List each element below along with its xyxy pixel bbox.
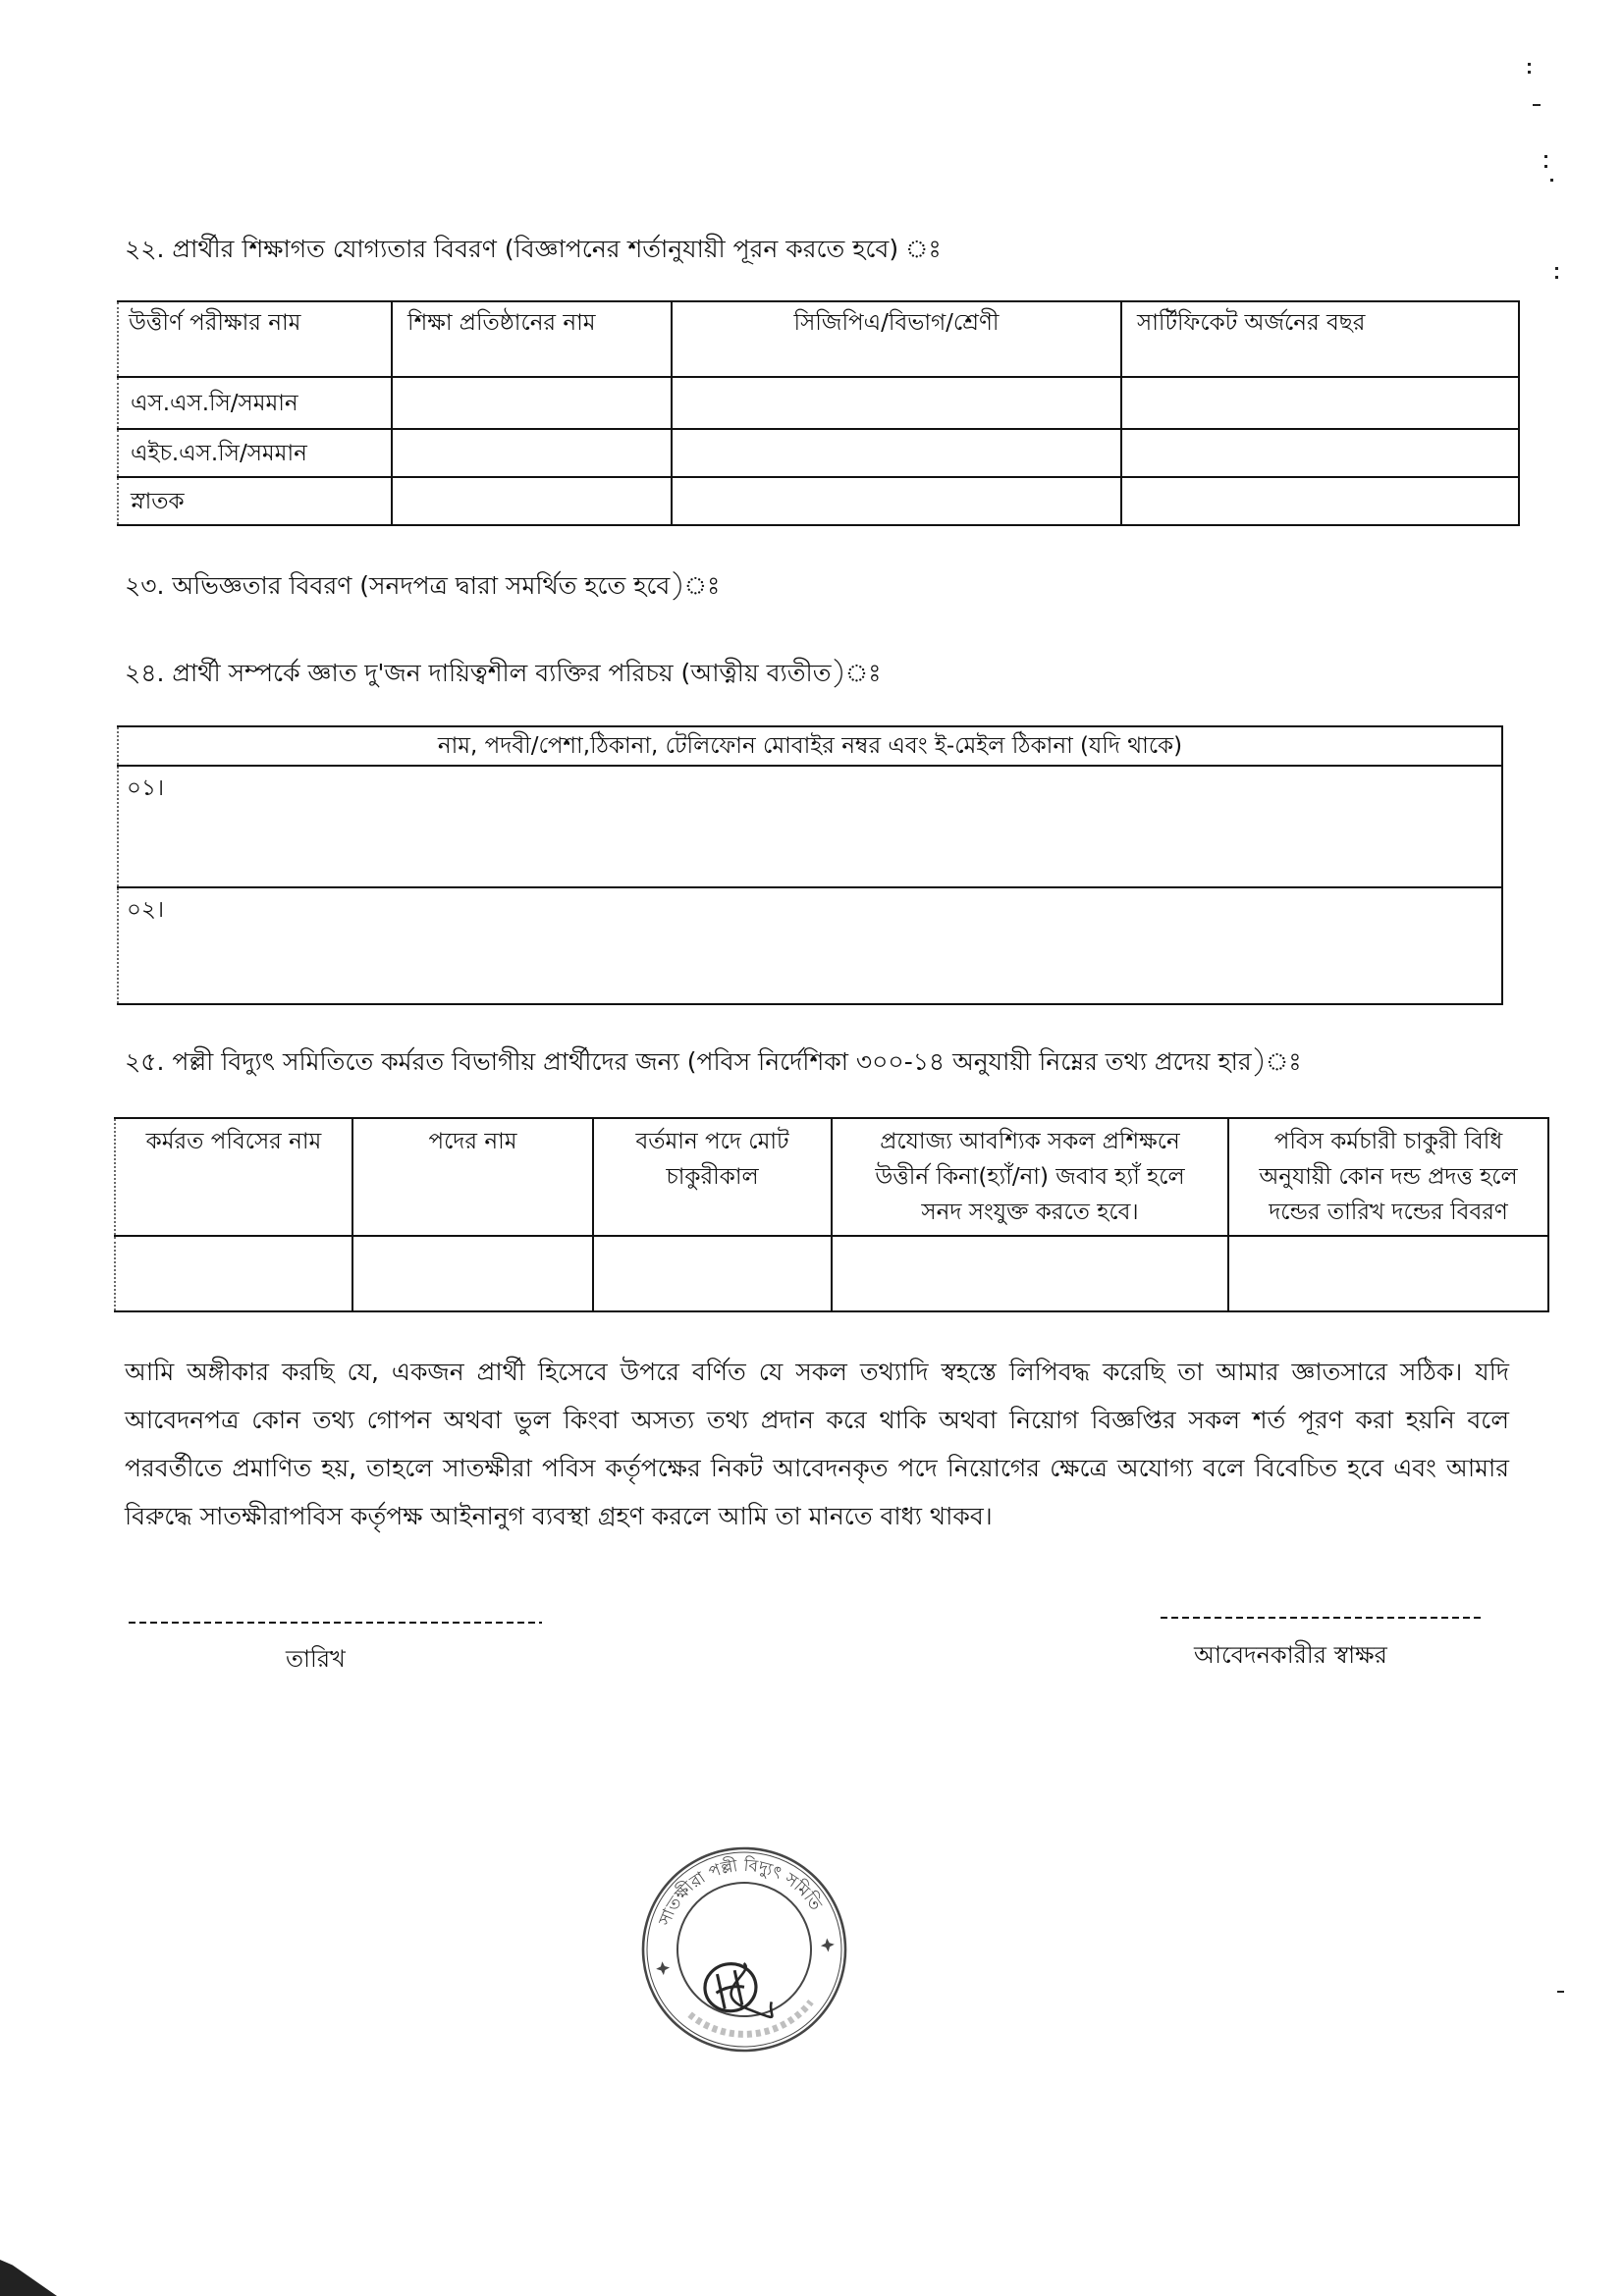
table-row [118,766,1502,887]
seal-star-icon [655,1960,670,1975]
section-25-heading: ২৫. পল্লী বিদ্যুৎ সমিতিতে কর্মরত বিভাগীয় প্রার্থীদের জন্য (পবিস নির্দেশিকা ৩০০-১৪ অনুযায়ী নিম্নের তথ্য প্রদেয় হার)ঃ [125,1047,1302,1076]
seal-ring-text-holder [649,1846,828,1931]
header-line: সনদ সংযুক্ত করতে হবে। [921,1200,1139,1225]
header-line: পদের নাম [428,1129,517,1154]
scan-mark [1550,179,1553,182]
table-row [118,887,1502,1004]
education-table [117,300,1520,526]
row-label-hsc: এইচ.এস.সি/সমমান [118,429,392,477]
table-cell [1121,477,1519,525]
seal-inner-ring [671,1876,817,2022]
seal-bottom-marks [690,2002,814,2040]
header-exam-name: উত্তীর্ণ পরীক্ষার নাম [118,301,392,377]
scan-mark [1555,276,1558,279]
table-cell [593,1236,832,1311]
date-label: তারিখ [286,1645,346,1673]
header-line: দন্ডের তারিখ দন্ডের বিবরণ [1269,1200,1508,1225]
table-cell [672,429,1121,477]
header-pbs-name [115,1118,352,1236]
scan-mark [1557,1991,1564,1993]
table-cell [392,377,672,429]
departmental-table-header-row [115,1118,1548,1236]
table-cell [352,1236,593,1311]
header-line: প্রযোজ্য আবশ্যিক সকল প্রশিক্ষনে [880,1129,1180,1154]
seal-ring-text: সাতক্ষীরা পল্লী বিদ্যুৎ সমিতি [655,1855,826,1929]
applicant-signature-line [1161,1617,1484,1619]
section-23-heading: ২৩. অভিজ্ঞতার বিবরণ (সনদপত্র দ্বারা সমর্থিত হতে হবে)ঃ [125,571,721,600]
table-cell [1121,377,1519,429]
scan-mark [1544,165,1547,168]
table-cell [1121,429,1519,477]
header-certificate-year: সার্টিফিকেট অর্জনের বছর [1121,301,1519,377]
header-line: চাকুরীকাল [666,1164,759,1190]
header-line: পবিস কর্মচারী চাকুরী বিধি [1273,1129,1503,1154]
table-row [118,429,1519,477]
scan-corner-mark [0,2260,57,2296]
education-table-header-row [118,301,1519,377]
header-post-name [352,1118,593,1236]
declaration-paragraph: আমি অঙ্গীকার করছি যে, একজন প্রার্থী হিসেবে উপরে বর্ণিত যে সকল তথ্যাদি স্বহস্তে লিপিবদ্ধ করেছি তা আমার জ্ঞাতসারে সঠিক। যদি আবেদনপত্র কোন তথ্য গোপন অথবা ভুল কিংবা অসত্য তথ্য প্রদান করে থাকি অথবা নিয়োগ বিজ্ঞপ্তির সকল শর্ত পূরণ করা হয়নি বলে পরবর্তীতে প্রমাণিত হয়, তাহলে সাতক্ষীরা পবিস কর্তৃপক্ষের নিকট আবেদনকৃত পদে নিয়োগের ক্ষেত্রে অযোগ্য বলে বিবেচিত হবে এবং আমার বিরুদ্ধে সাতক্ষীরাপবিস কর্তৃপক্ষ আইনানুগ ব্যবস্থা গ্রহণ করলে আমি তা মানতে বাধ্য থাকব। [125,1358,1509,1530]
seal-star-icon [820,1938,835,1952]
header-training-passed [832,1118,1228,1236]
organization-seal [626,1832,862,2067]
header-institution-name: শিক্ষা প্রতিষ্ঠানের নাম [392,301,672,377]
section-24-heading: ২৪. প্রার্থী সম্পর্কে জ্ঞাত দু'জন দায়িত্বশীল ব্যক্তির পরিচয় (আত্নীয় ব্যতীত)ঃ [125,659,882,687]
table-cell [1228,1236,1548,1311]
table-cell [832,1236,1228,1311]
scan-mark [1528,71,1531,74]
header-line: অনুযায়ী কোন দন্ড প্রদত্ত হলে [1259,1164,1518,1190]
table-row [115,1236,1548,1311]
row-label-reference-2: ০২। [118,887,1502,1004]
header-service-length [593,1118,832,1236]
section-22-heading: ২২. প্রার্থীর শিক্ষাগত যোগ্যতার বিবরণ (বিজ্ঞাপনের শর্তানুযায়ী পূরন করতে হবে) ঃ [125,235,942,263]
table-cell [672,377,1121,429]
header-cgpa-division: সিজিপিএ/বিভাগ/শ্রেণী [672,301,1121,377]
table-cell [115,1236,352,1311]
table-cell [672,477,1121,525]
references-table [117,725,1503,1005]
signature-icon [703,1960,774,2024]
table-row [118,477,1519,525]
scan-mark [1533,104,1541,106]
references-table-header-row [118,726,1502,766]
table-cell [392,477,672,525]
date-signature-line [129,1622,542,1624]
header-line: কর্মরত পবিসের নাম [145,1129,322,1154]
departmental-candidate-table [114,1117,1549,1312]
applicant-signature-label: আবেদনকারীর স্বাক্ষর [1194,1641,1387,1669]
header-line: বর্তমান পদে মোট [635,1129,789,1154]
scan-mark [1555,267,1558,270]
row-label-ssc: এস.এস.সি/সমমান [118,377,392,429]
row-label-graduate: স্নাতক [118,477,392,525]
header-reference-details: নাম, পদবী/পেশা,ঠিকানা, টেলিফোন মোবাইর নম্বর এবং ই-মেইল ঠিকানা (যদি থাকে) [118,726,1502,766]
row-label-reference-1: ০১। [118,766,1502,887]
header-penalty-details [1228,1118,1548,1236]
header-line: উত্তীর্ন কিনা(হ্যাঁ/না) জবাব হ্যাঁ হলে [875,1164,1185,1190]
scan-mark [1544,155,1547,158]
scan-mark [1528,63,1531,66]
table-row [118,377,1519,429]
table-cell [392,429,672,477]
